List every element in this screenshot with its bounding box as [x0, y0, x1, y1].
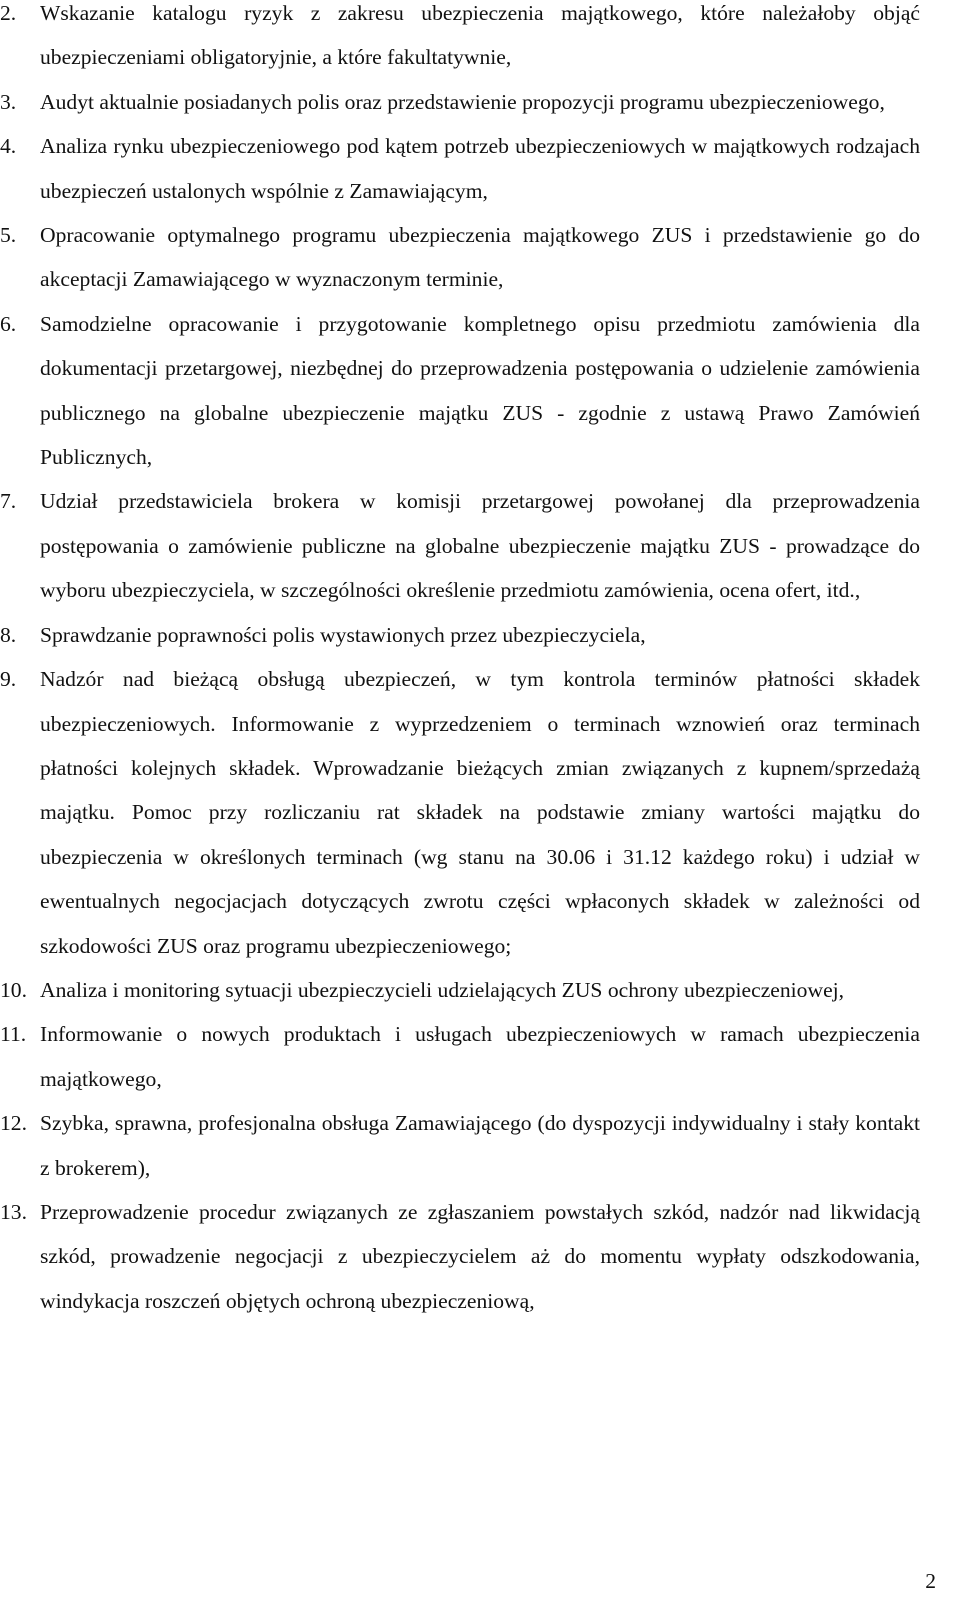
- item-text: Analiza i monitoring sytuacji ubezpieczycieli udzielających ZUS ochrony ubezpieczeniowej,: [40, 977, 845, 1002]
- list-item: [0, 302, 920, 480]
- list-item: [0, 657, 920, 968]
- item-text: Opracowanie optymalnego programu ubezpieczenia majątkowego ZUS i przedstawienie go do akceptacji Zamawiającego w wyznaczonym terminie,: [40, 223, 920, 292]
- item-text: Wskazanie katalogu ryzyk z zakresu ubezpieczenia majątkowego, które należałoby objąć ubezpieczeniami obligatoryjnie, a które fakultatywnie,: [40, 1, 920, 70]
- item-text: Samodzielne opracowanie i przygotowanie kompletnego opisu przedmiotu zamówienia dla dokumentacji przetargowej, niezbędnej do przeprowadzenia postępowania o udzielenie zamówienia publicznego na globalne ubezpieczenie majątku ZUS - zgodnie z ustawą Prawo Zamówień Publicznych,: [40, 311, 920, 470]
- list-item: [0, 213, 920, 302]
- item-text: Sprawdzanie poprawności polis wystawionych przez ubezpieczyciela,: [40, 622, 646, 647]
- item-number: 13.: [0, 1199, 27, 1224]
- item-text: Audyt aktualnie posiadanych polis oraz przedstawienie propozycji programu ubezpieczeniowego,: [40, 89, 885, 114]
- page-number: 2: [925, 1569, 936, 1593]
- list-item: [0, 0, 920, 80]
- list-item: [0, 968, 920, 1012]
- list-item: [0, 1012, 920, 1101]
- item-text: Udział przedstawiciela brokera w komisji przetargowej powołanej dla przeprowadzenia postępowania o zamówienie publiczne na globalne ubezpieczenie majątku ZUS - prowadzące do wyboru ubezpieczyciela, w szczególności określenie przedmiotu zamówienia, ocena ofert, itd.,: [40, 489, 920, 603]
- item-number: 2.: [0, 1, 17, 25]
- list-item: [0, 80, 920, 124]
- item-text: Analiza rynku ubezpieczeniowego pod kątem potrzeb ubezpieczeniowych w majątkowych rodzajach ubezpieczeń ustalonych wspólnie z Zamawiającym,: [40, 134, 920, 203]
- item-number: 12.: [0, 1111, 27, 1136]
- item-number: 10.: [0, 977, 27, 1002]
- item-number: 9.: [0, 667, 17, 692]
- item-text: Przeprowadzenie procedur związanych ze zgłaszaniem powstałych szkód, nadzór nad likwidacją szkód, prowadzenie negocjacji z ubezpieczycielem aż do momentu wypłaty odszkodowania, windykacja roszczeń objętych ochroną ubezpieczeniową,: [40, 1199, 920, 1313]
- list-item: [0, 479, 920, 612]
- item-number: 6.: [0, 311, 17, 336]
- item-number: 4.: [0, 134, 17, 159]
- list-item: [0, 613, 920, 657]
- item-number: 5.: [0, 223, 17, 248]
- item-text: Szybka, sprawna, profesjonalna obsługa Zamawiającego (do dyspozycji indywidualny i stały kontakt z brokerem),: [40, 1111, 920, 1180]
- item-text: Nadzór nad bieżącą obsługą ubezpieczeń, w tym kontrola terminów płatności składek ubezpieczeniowych. Informowanie z wyprzedzeniem o terminach wznowień oraz terminach płatności kolejnych składek. Wprowadzanie bieżących zmian związanych z kupnem/sprzedażą majątku. Pomoc przy rozliczaniu rat składek na podstawie zmiany wartości majątku do ubezpieczenia w określonych terminach (wg stanu na 30.06 i 31.12 każdego roku) i udział w ewentualnych negocjacjach dotyczących zwrotu części wpłaconych składek w zależności od szkodowości ZUS oraz programu ubezpieczeniowego;: [40, 667, 920, 958]
- item-number: 7.: [0, 489, 17, 514]
- item-number: 3.: [0, 89, 17, 114]
- list-item: [0, 1190, 920, 1323]
- item-text: Informowanie o nowych produktach i usługach ubezpieczeniowych w ramach ubezpieczenia majątkowego,: [40, 1022, 920, 1091]
- item-number: 8.: [0, 622, 17, 647]
- item-number: 11.: [0, 1022, 27, 1047]
- list-item: [0, 124, 920, 213]
- list-item: [0, 1101, 920, 1190]
